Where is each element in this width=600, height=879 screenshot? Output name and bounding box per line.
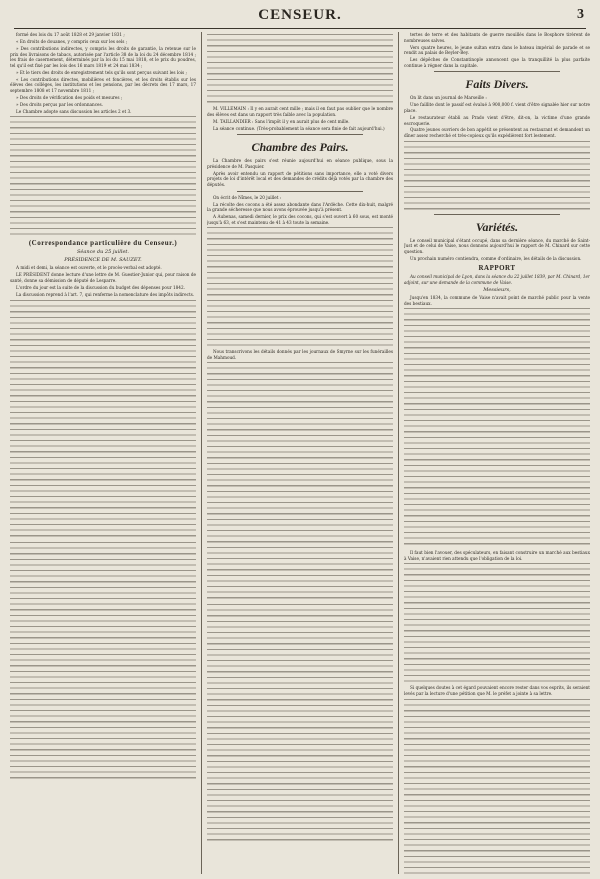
paragraph: M. VILLEMAIN : Il y en aurait cent mille ; mais il en faut pas oublier que le nombre des élèves est dans un rapport très faible avec la population. [207,106,393,117]
paragraph: Vers quatre heures, le jeune sultan entra dans le bateau impérial de parade et se rendit au palais de Beyler-Bey. [404,44,590,56]
paragraph: A midi et demi, la séance est ouverte, et le procès-verbal est adopté. [16,265,162,271]
body-text-block [207,34,393,104]
paragraph: La discussion reprend à l'art. 7, qui renferme la nomenclature des impôts indirects. [16,292,195,297]
divider [434,214,560,215]
paragraph: » Des droits de vérification des poids et mesures ; [16,94,123,100]
body-text-block [404,563,590,683]
paragraph: Si quelques doutes à cet égard pouvaient encore rester dans vos esprits, ils seraient levés par la lecture d'une pétition que M. le préfet a jointe à sa lettre. [404,685,590,696]
paragraph: formé des lois du 17 août 1828 et 29 janvier 1831 ; [16,32,125,37]
paragraph: La récolte des cocons a été assez abondante dans l'Ardèche. Cette dix-huit, malgré la grande sécheresse que nous avons éprouvée jusqu'à présent. [207,201,393,213]
divider [237,134,363,135]
body-text-block [10,300,196,540]
page-number: 3 [577,7,584,22]
paragraph: Au conseil municipal de Lyon, dans la séance du 22 juillet 1839, par M. Chinard, 1er adjoint, sur une demande de la commune de Vaise. [404,274,590,286]
body-text-block [404,699,590,874]
section-heading: Faits Divers. [465,77,529,92]
paragraph: Le restaurateur établi au Prado vient d'être, dit-on, la victime d'une grande escroquerie. [404,114,590,126]
paragraph: Une faillite dont le passif est évalué à 900,000 f. vient d'être signalée hier sur notre place. [404,102,590,113]
paragraph: On lit dans un journal de Marseille : [410,95,487,101]
paragraph: On écrit de Nîmes, le 20 juillet : [213,194,282,200]
body-text-block [404,308,590,548]
paragraph: LE PRÉSIDENT donne lecture d'une lettre de M. Guestier-Junior qui, pour raison de santé, donne sa démission de député de Lesparre. [10,272,196,284]
paragraph: Après avoir entendu un rapport de pétitions sans importance, elle a voté divers projets de loi d'intérêt local et des demandes de crédits déjà votés par la chambre des députés. [207,170,393,187]
column-rule [398,32,399,874]
body-text-block [207,227,393,347]
column-3 [404,32,590,874]
body-text-block [10,542,196,782]
paragraph: « En droits de douanes, y compris ceux sur les sels ; [16,38,128,44]
divider [237,191,363,192]
paragraph: A Aubenas, samedi dernier, le prix des cocons, qui s'est ouvert à 60 sous, est monté jusqu'à 63, et s'est maintenu de 41 à 43 toute la semaine. [207,214,393,225]
body-text-block [10,116,196,236]
salutation: Messieurs, [483,287,511,294]
column-rule [201,32,202,874]
paragraph: M. TAILLANDIER : Sans l'impôt il y en aurait plus de cent mille. [213,118,350,124]
paragraph: Le conseil municipal s'étant occupé, dans sa dernière séance, du marché de Saint-Just et de celui de Vaise, nous donnons aujourd'hui le rapport de M. Chinard sur cette question. [404,237,590,254]
paragraph: Jusqu'en 1834, la commune de Vaise n'avait point de marché public pour la vente des bestiaux. [404,295,590,306]
section-heading: (Correspondance particulière du Censeur.) [28,239,178,248]
paragraph: La séance continue. (Très-probablement la séance sera finie de fait aujourd'hui.) [213,125,385,131]
paragraph: Le Chambre adopte sans discussion les articles 2 et 3. [16,108,132,114]
section-chair: PRÉSIDENCE DE M. SAUZET. [64,257,142,264]
paragraph: tertes de terre et des habitants de guerre mouillés dans le Bosphore tirèrent de nombreuses salves. [404,32,590,43]
paragraph: Un prochain numéro contiendra, comme d'ordinaire, les détails de la discussion. [410,255,582,261]
body-text-block [207,604,393,844]
body-text-block [207,362,393,602]
paragraph: » Et le tiers des droits de enregistrement tels qu'ils sont perçus suivant les lois ; [16,69,187,75]
report-heading: RAPPORT [478,264,516,273]
newspaper-title: CENSEUR. [258,7,342,23]
paragraph: Quatre jeunes ouvriers de bon appétit se présentent au restaurant et demandent un dîner assez recherché et très-copieux qu'ils expédièrent fort lestement. [404,127,590,139]
paragraph: » Des droits perçus par les ordonnances. [16,101,104,107]
paragraph: Nous transcrivons les détails donnés par les journaux de Smyrne sur les funérailles de Mahmoud. [207,349,393,360]
paragraph: La Chambre des pairs s'est réunie aujourd'hui en séance publique, sous la présidence de M. Pasquier. [207,158,393,169]
paragraph: Il faut bien l'avouer, des spéculateurs, en faisant construire un marché aux bestiaux à Vaise, n'avaient rien attendu que l'obligation de la loi. [404,550,590,561]
paragraph: L'ordre du jour est la suite de la discussion du budget des dépenses pour 1842. [16,285,185,291]
section-heading: Variétés. [475,219,519,234]
paragraph: » Des contributions indirectes, y compris les droits de garantie, la retenue sur le prix des livraisons de tabacs, autorisée par l'article 38 de la loi du 24 décembre 1814 ; les frais de casernement, déterminés par la loi du 15 mai 1818, et le prix du poudres, tel qu'il est fixé par les lois des 16 mars 1819 et 24 mai 1834 ; [10,45,196,68]
section-heading: Chambre des Pairs. [251,140,349,155]
masthead [14,6,586,29]
paragraph: « Les contributions directes, mobilières et foncières, et les droits établis sur les élèves des collèges, les institutions et les pensions, par les décrets des 17 mars, 17 septembre 1808 et 17 novembre 1811 ; [10,76,196,93]
column-2 [207,32,393,874]
columns [10,32,590,874]
section-date: Séance du 25 juillet. [76,249,130,256]
divider [434,71,560,72]
column-1 [10,32,196,874]
paragraph: Les dépêches de Constantinople annoncent que la tranquillité la plus parfaite continue à régner dans la capitale. [404,57,590,68]
body-text-block [404,141,590,211]
